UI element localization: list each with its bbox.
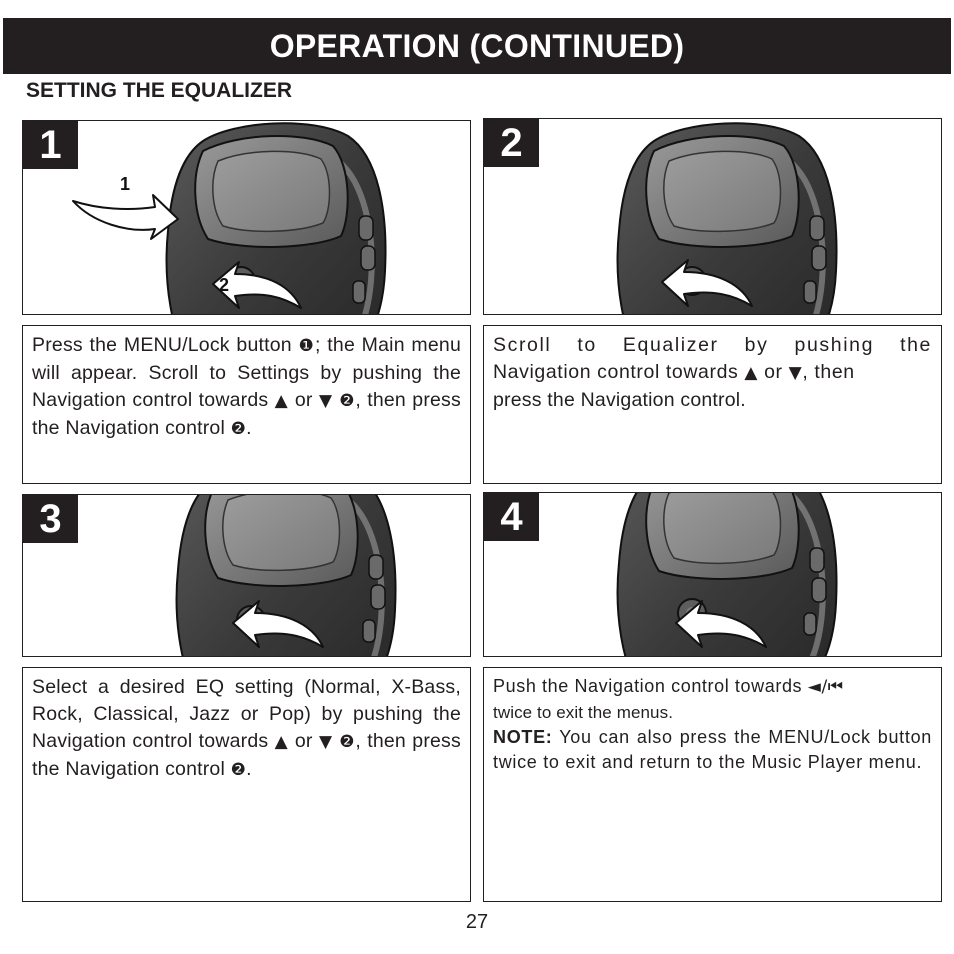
step-2-image-panel <box>483 118 942 315</box>
step-4-badge: 4 <box>484 493 539 541</box>
page-header <box>3 18 951 74</box>
callout-marker-2: ❷ <box>339 391 356 411</box>
step-2-instructions <box>483 325 942 484</box>
device-illustration <box>23 495 471 657</box>
callout-marker-1: ❶ <box>298 336 315 356</box>
instruction-text: . <box>246 417 252 439</box>
instruction-text: , then press the Navigation control <box>32 730 461 780</box>
instruction-text: or <box>288 389 319 411</box>
device-illustration <box>484 493 942 657</box>
step-4-instructions <box>483 667 942 902</box>
note-paragraph <box>493 725 932 775</box>
up-arrow-icon: ▲ <box>744 363 759 383</box>
page-title: OPERATION (CONTINUED) <box>269 27 685 64</box>
note-text: You can also press the MENU/Lock button twice to exit and return to the Music Player menu. <box>493 727 932 772</box>
instruction-text: ; the Main menu will appear. Scroll to Settings by pushing the Navigation control towards <box>32 334 461 411</box>
down-arrow-icon: ▼ <box>318 732 333 752</box>
step-3-badge: 3 <box>23 495 78 543</box>
down-arrow-icon: ▼ <box>318 391 333 411</box>
instruction-line: twice to exit the menus. <box>493 703 674 722</box>
instruction-text: , then <box>802 361 855 383</box>
menu-button-arrow <box>73 195 178 239</box>
instruction-text: , then press the Navigation control <box>32 389 461 439</box>
instruction-line: Scroll to Equalizer by pushing the <box>493 334 932 356</box>
instruction-text: . <box>246 758 252 780</box>
callout-1: 1 <box>120 174 131 194</box>
step-3-image-panel <box>22 494 471 657</box>
step-1-image-panel <box>22 120 471 315</box>
instruction-text: Select a desired EQ setting (Normal, X-Bass, Rock, Classical, Jazz or Pop) by pushing the Navigation control towards <box>32 676 461 752</box>
callout-2: 2 <box>219 275 230 295</box>
step-3-instructions <box>22 667 471 902</box>
device-illustration <box>484 119 942 315</box>
back-skip-icon: ◄/⏮ <box>807 677 844 697</box>
up-arrow-icon: ▲ <box>274 391 289 411</box>
instruction-text: or <box>288 730 319 752</box>
instruction-text: Press the MENU/Lock button <box>32 334 299 356</box>
down-arrow-icon: ▼ <box>788 363 803 383</box>
page-number: 27 <box>465 911 489 933</box>
instruction-text: Push the Navigation control towards <box>493 676 808 696</box>
instruction-text: Navigation control towards <box>493 361 745 383</box>
callout-marker-2: ❷ <box>339 732 356 752</box>
callout-marker-2: ❷ <box>230 760 247 780</box>
step-1-instructions <box>22 325 471 484</box>
step-1-badge: 1 <box>23 121 78 169</box>
step-4-image-panel <box>483 492 942 657</box>
instruction-line: press the Navigation control. <box>493 389 746 411</box>
note-label: NOTE: <box>493 727 553 747</box>
section-title: SETTING THE EQUALIZER <box>26 79 293 102</box>
instruction-line <box>493 674 932 700</box>
device-illustration <box>23 121 471 315</box>
step-2-badge: 2 <box>484 119 539 167</box>
callout-marker-2: ❷ <box>230 419 247 439</box>
instruction-line <box>493 359 932 387</box>
instruction-text: or <box>758 361 789 383</box>
up-arrow-icon: ▲ <box>274 732 289 752</box>
